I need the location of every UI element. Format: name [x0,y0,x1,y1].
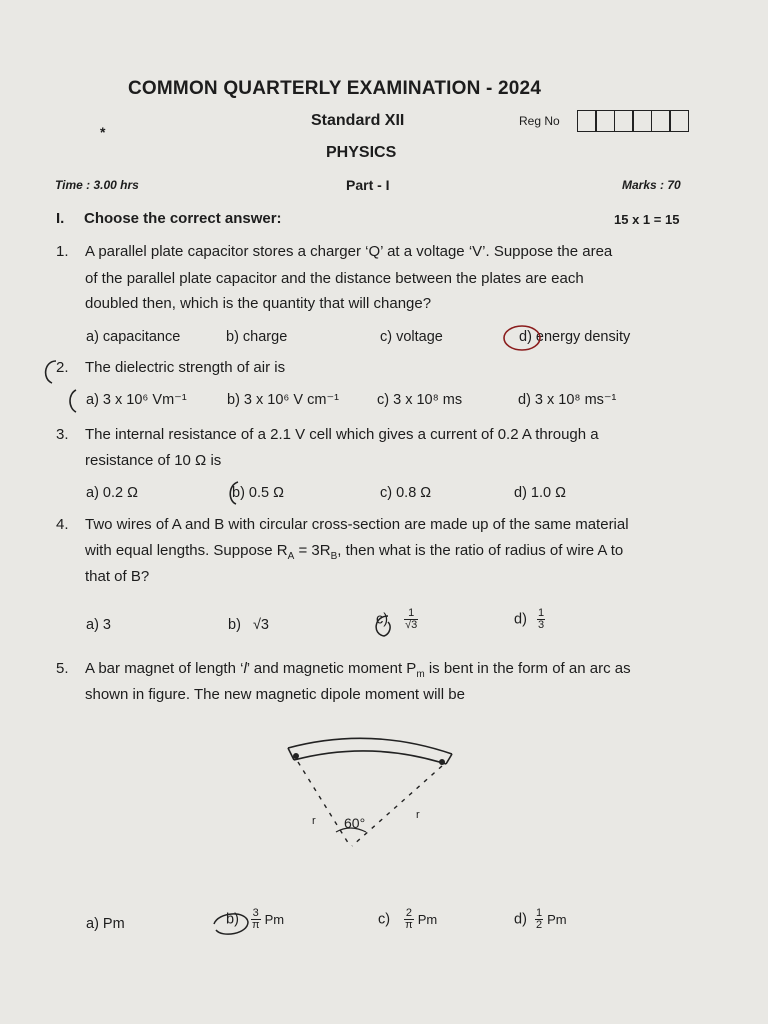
q4-option-d-label: d) [514,611,527,628]
q5-option-c-unit: Pm [417,912,438,927]
q5-option-a: a) Pm [86,916,125,932]
q2-option-a: a) 3 x 10⁶ Vm⁻¹ [86,392,187,408]
q2-number: 2. [56,359,69,376]
q5-option-b-unit: Pm [264,912,285,927]
q4-line: that of B? [85,568,150,585]
q3-option-a: a) 0.2 Ω [86,485,138,501]
q5-option-d [514,908,567,931]
q5-option-b-denominator: π [251,919,260,931]
q4-line-2-start: with equal lengths. Suppose R [85,542,288,559]
q1-line: doubled then, which is the quantity that will change? [85,295,432,312]
q5-option-d-numerator: 1 [535,907,543,919]
q1-line: A parallel plate capacitor stores a charger ‘Q’ at a voltage ‘V’. Suppose the area [85,243,613,260]
answer-mark-q3 [224,479,246,507]
q5-subscript-m: m [416,669,425,680]
section-instruction: Choose the correct answer: [84,210,282,227]
q5-line-1-c: is bent in the form of an arc as [424,660,631,677]
star-mark: * [100,124,106,140]
q5-option-c-fraction [404,908,414,931]
q4-option-d-numerator: 1 [537,607,545,619]
q4-option-b-value: √3 [252,617,269,633]
svg-text:r: r [312,815,316,827]
q2-option-c: c) 3 x 10⁸ ms [377,392,463,408]
q5-line: shown in figure. The new magnetic dipole moment will be [85,686,465,703]
reg-no-label: Reg No [519,114,560,128]
q5-option-c-numerator: 2 [405,907,412,919]
q5-option-b-label: b) [226,911,239,928]
reg-box [632,110,652,132]
q3-line: resistance of 10 Ω is [85,452,222,469]
q3-number: 3. [56,426,69,443]
q2-option-b: b) 3 x 10⁶ V cm⁻¹ [227,392,339,408]
q5-option-c [378,908,437,931]
q4-option-c-denominator: √3 [405,619,418,631]
q5-number: 5. [56,660,69,677]
standard-label: Standard XII [311,112,405,129]
arc-magnet-figure [270,728,470,868]
reg-box [595,110,615,132]
subject-label: PHYSICS [326,144,397,161]
part-label: Part - I [346,177,390,193]
q4-number: 4. [56,516,69,533]
q5-option-d-denominator: 2 [535,919,543,931]
q3-line: The internal resistance of a 2.1 V cell which gives a current of 0.2 A through a [85,426,599,443]
time-label: Time : 3.00 hrs [55,178,139,192]
q4-option-c-label: c) [376,611,389,628]
q4-option-d-denominator: 3 [537,619,545,631]
q5-option-b-fraction [251,908,261,931]
answer-mark-q5 [210,906,252,940]
reg-box [669,110,689,132]
q1-option-b: b) charge [226,329,288,345]
q2-option-d: d) 3 x 10⁸ ms⁻¹ [518,392,617,408]
q5-line-1 [85,660,631,680]
q1-option-c: c) voltage [380,329,443,345]
q5-option-c-label: c) [378,911,391,928]
q4-option-a: a) 3 [86,617,111,633]
q4-subscript-b: B [330,551,338,562]
q4-option-c-numerator: 1 [404,608,418,620]
answer-mark-q4 [368,612,396,640]
q5-option-d-unit: Pm [547,912,567,927]
marks-label: Marks : 70 [622,178,681,192]
q4-subscript-a: A [287,551,295,562]
q5-option-d-label: d) [514,911,527,928]
q2-line: The dielectric strength of air is [85,359,286,376]
reg-box [651,110,671,132]
svg-text:r: r [416,809,420,821]
figure-angle-label: 60° [344,815,366,831]
q4-option-c-fraction [404,608,418,631]
reg-box [614,110,634,132]
q5-line-1-b: ’ and magnetic moment P [246,660,417,677]
q4-line-2 [85,542,623,562]
section-number: I. [56,210,65,227]
exam-title: COMMON QUARTERLY EXAMINATION - 2024 [128,78,542,99]
q4-line-2-end: , then what is the ratio of radius of wire A to [337,542,624,559]
q5-line-1-a: A bar magnet of length ‘ [85,660,244,677]
q3-option-c: c) 0.8 Ω [380,485,432,501]
answer-mark-q1 [500,322,544,354]
reg-box [577,110,597,132]
q4-option-d [514,608,545,631]
q1-option-a: a) capacitance [86,329,181,345]
q1-option-d: d) energy density [519,329,631,345]
section-score: 15 x 1 = 15 [614,212,680,227]
reg-no-boxes [578,110,689,132]
q4-line: Two wires of A and B with circular cross-section are made up of the same material [85,516,629,533]
q5-option-d-fraction [535,908,543,931]
answer-mark-q2 [66,386,102,416]
q4-option-b-label: b) [228,617,241,633]
q1-line: of the parallel plate capacitor and the distance between the plates are each [85,270,584,287]
q1-number: 1. [56,243,69,260]
q5-option-c-denominator: π [405,919,413,931]
q3-option-d: d) 1.0 Ω [514,485,566,501]
q5-option-b-numerator: 3 [252,907,259,919]
q3-option-b: b) 0.5 Ω [232,485,284,501]
q4-option-d-fraction [537,608,545,631]
q4-option-b [228,617,269,633]
q5-length-symbol: l [243,660,247,677]
q4-line-2-mid: = 3R [294,542,331,559]
